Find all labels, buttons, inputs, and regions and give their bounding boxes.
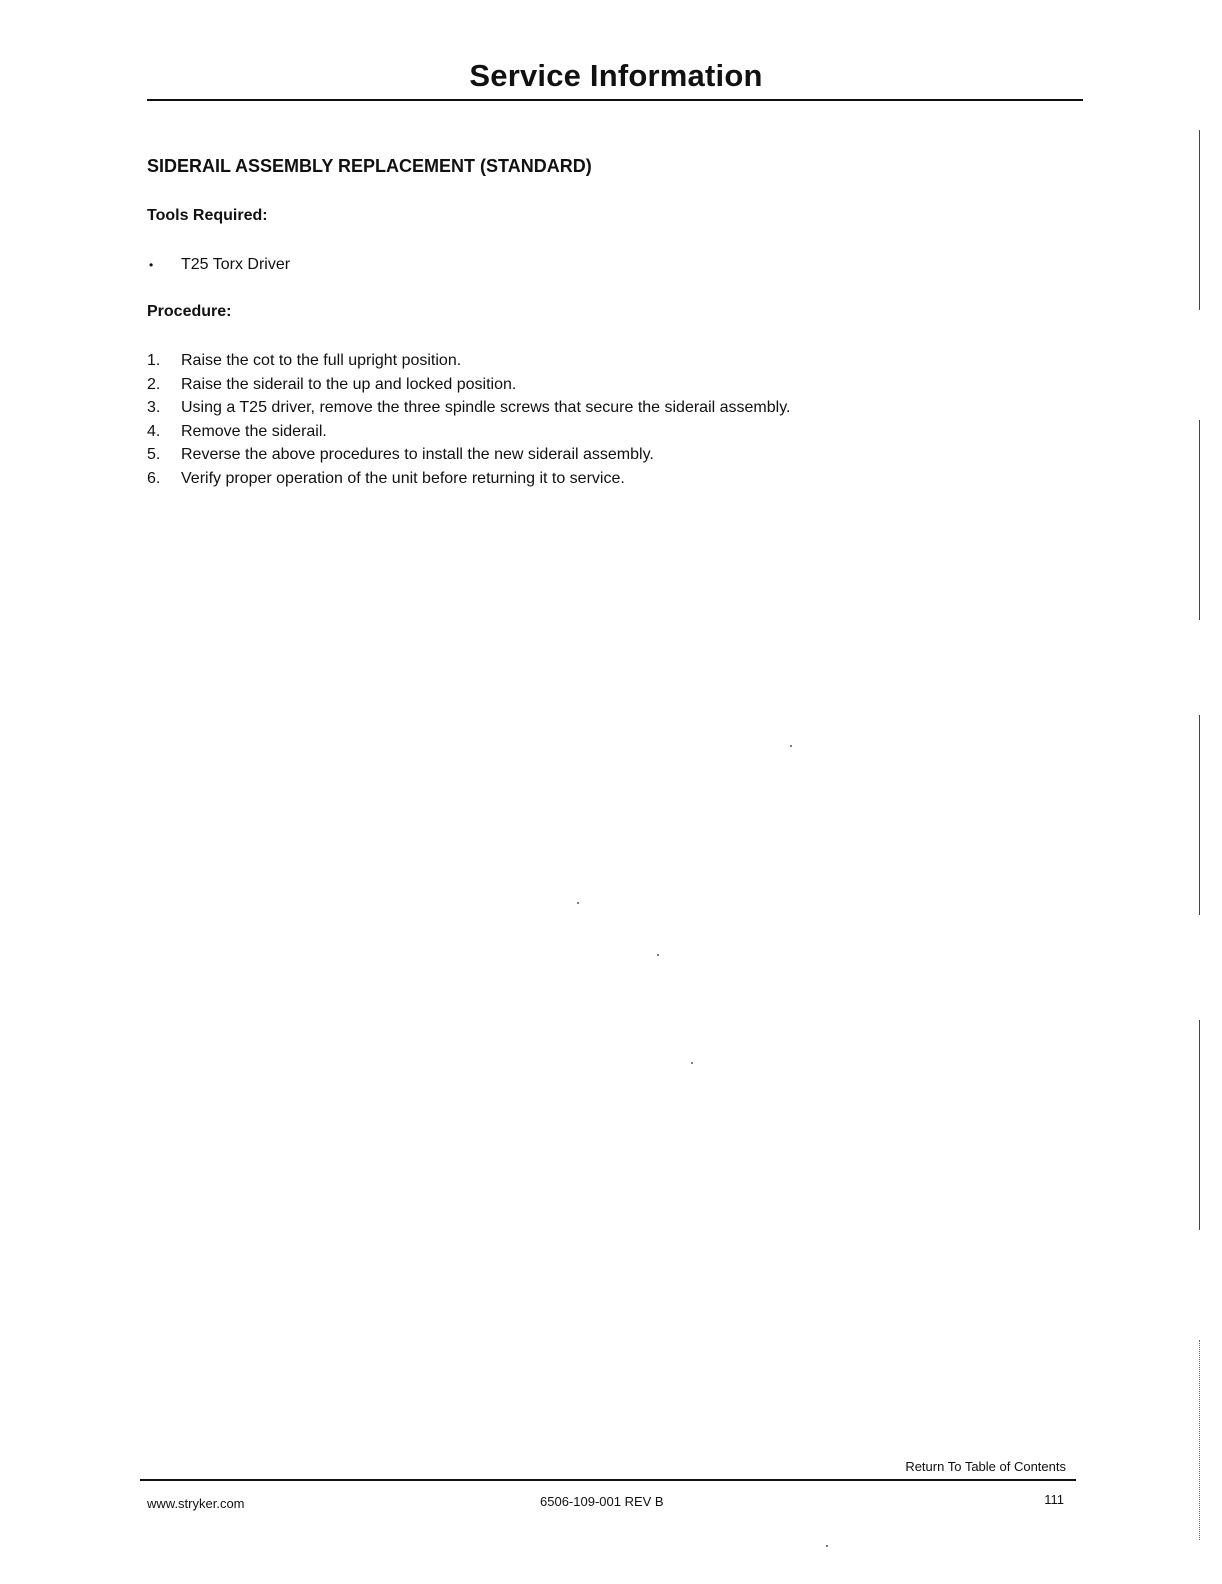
tools-required-heading: Tools Required: — [147, 207, 268, 224]
header-divider — [147, 99, 1083, 101]
step-number: 3. — [147, 399, 161, 416]
scan-edge-mark — [1199, 1020, 1200, 1230]
scan-edge-mark — [1199, 1340, 1200, 1540]
tools-list — [147, 255, 290, 275]
scan-speck — [577, 902, 579, 904]
bullet-icon: • — [149, 258, 154, 272]
step-text: Raise the cot to the full upright position. — [181, 352, 462, 369]
scan-speck — [826, 1545, 828, 1547]
scan-speck — [657, 954, 659, 956]
page-number: 111 — [1044, 1492, 1064, 1507]
procedure-steps — [147, 349, 790, 490]
scan-speck — [691, 1062, 693, 1064]
section-heading: SIDERAIL ASSEMBLY REPLACEMENT (STANDARD) — [147, 156, 592, 176]
step-text: Reverse the above procedures to install the new siderail assembly. — [181, 446, 654, 463]
tool-text: T25 Torx Driver — [181, 256, 291, 273]
footer-divider — [140, 1479, 1076, 1481]
return-to-toc-link[interactable]: Return To Table of Contents — [905, 1459, 1066, 1474]
step-text: Remove the siderail. — [181, 422, 327, 440]
list-item — [147, 255, 290, 275]
page-title: Service Information — [469, 58, 763, 93]
scan-edge-mark — [1199, 715, 1200, 915]
list-item — [147, 373, 790, 397]
footer-document-number: 6506-109-001 REV B — [540, 1494, 664, 1509]
step-number: 4. — [147, 422, 161, 440]
step-number: 2. — [147, 375, 161, 393]
step-text: Verify proper operation of the unit before returning it to service. — [181, 469, 625, 487]
list-item — [147, 420, 790, 444]
scan-edge-mark — [1199, 420, 1200, 620]
step-text: Raise the siderail to the up and locked position. — [181, 375, 517, 393]
procedure-heading: Procedure: — [147, 303, 232, 320]
list-item — [147, 396, 790, 420]
scan-edge-mark — [1199, 130, 1200, 310]
list-item — [147, 467, 790, 491]
footer-website: www.stryker.com — [147, 1496, 245, 1511]
step-number: 1. — [147, 352, 161, 369]
scan-speck — [790, 745, 792, 747]
step-number: 6. — [147, 469, 161, 487]
list-item — [147, 349, 790, 373]
list-item — [147, 443, 790, 467]
step-number: 5. — [147, 446, 161, 463]
step-text: Using a T25 driver, remove the three spindle screws that secure the siderail assembly. — [181, 399, 791, 416]
